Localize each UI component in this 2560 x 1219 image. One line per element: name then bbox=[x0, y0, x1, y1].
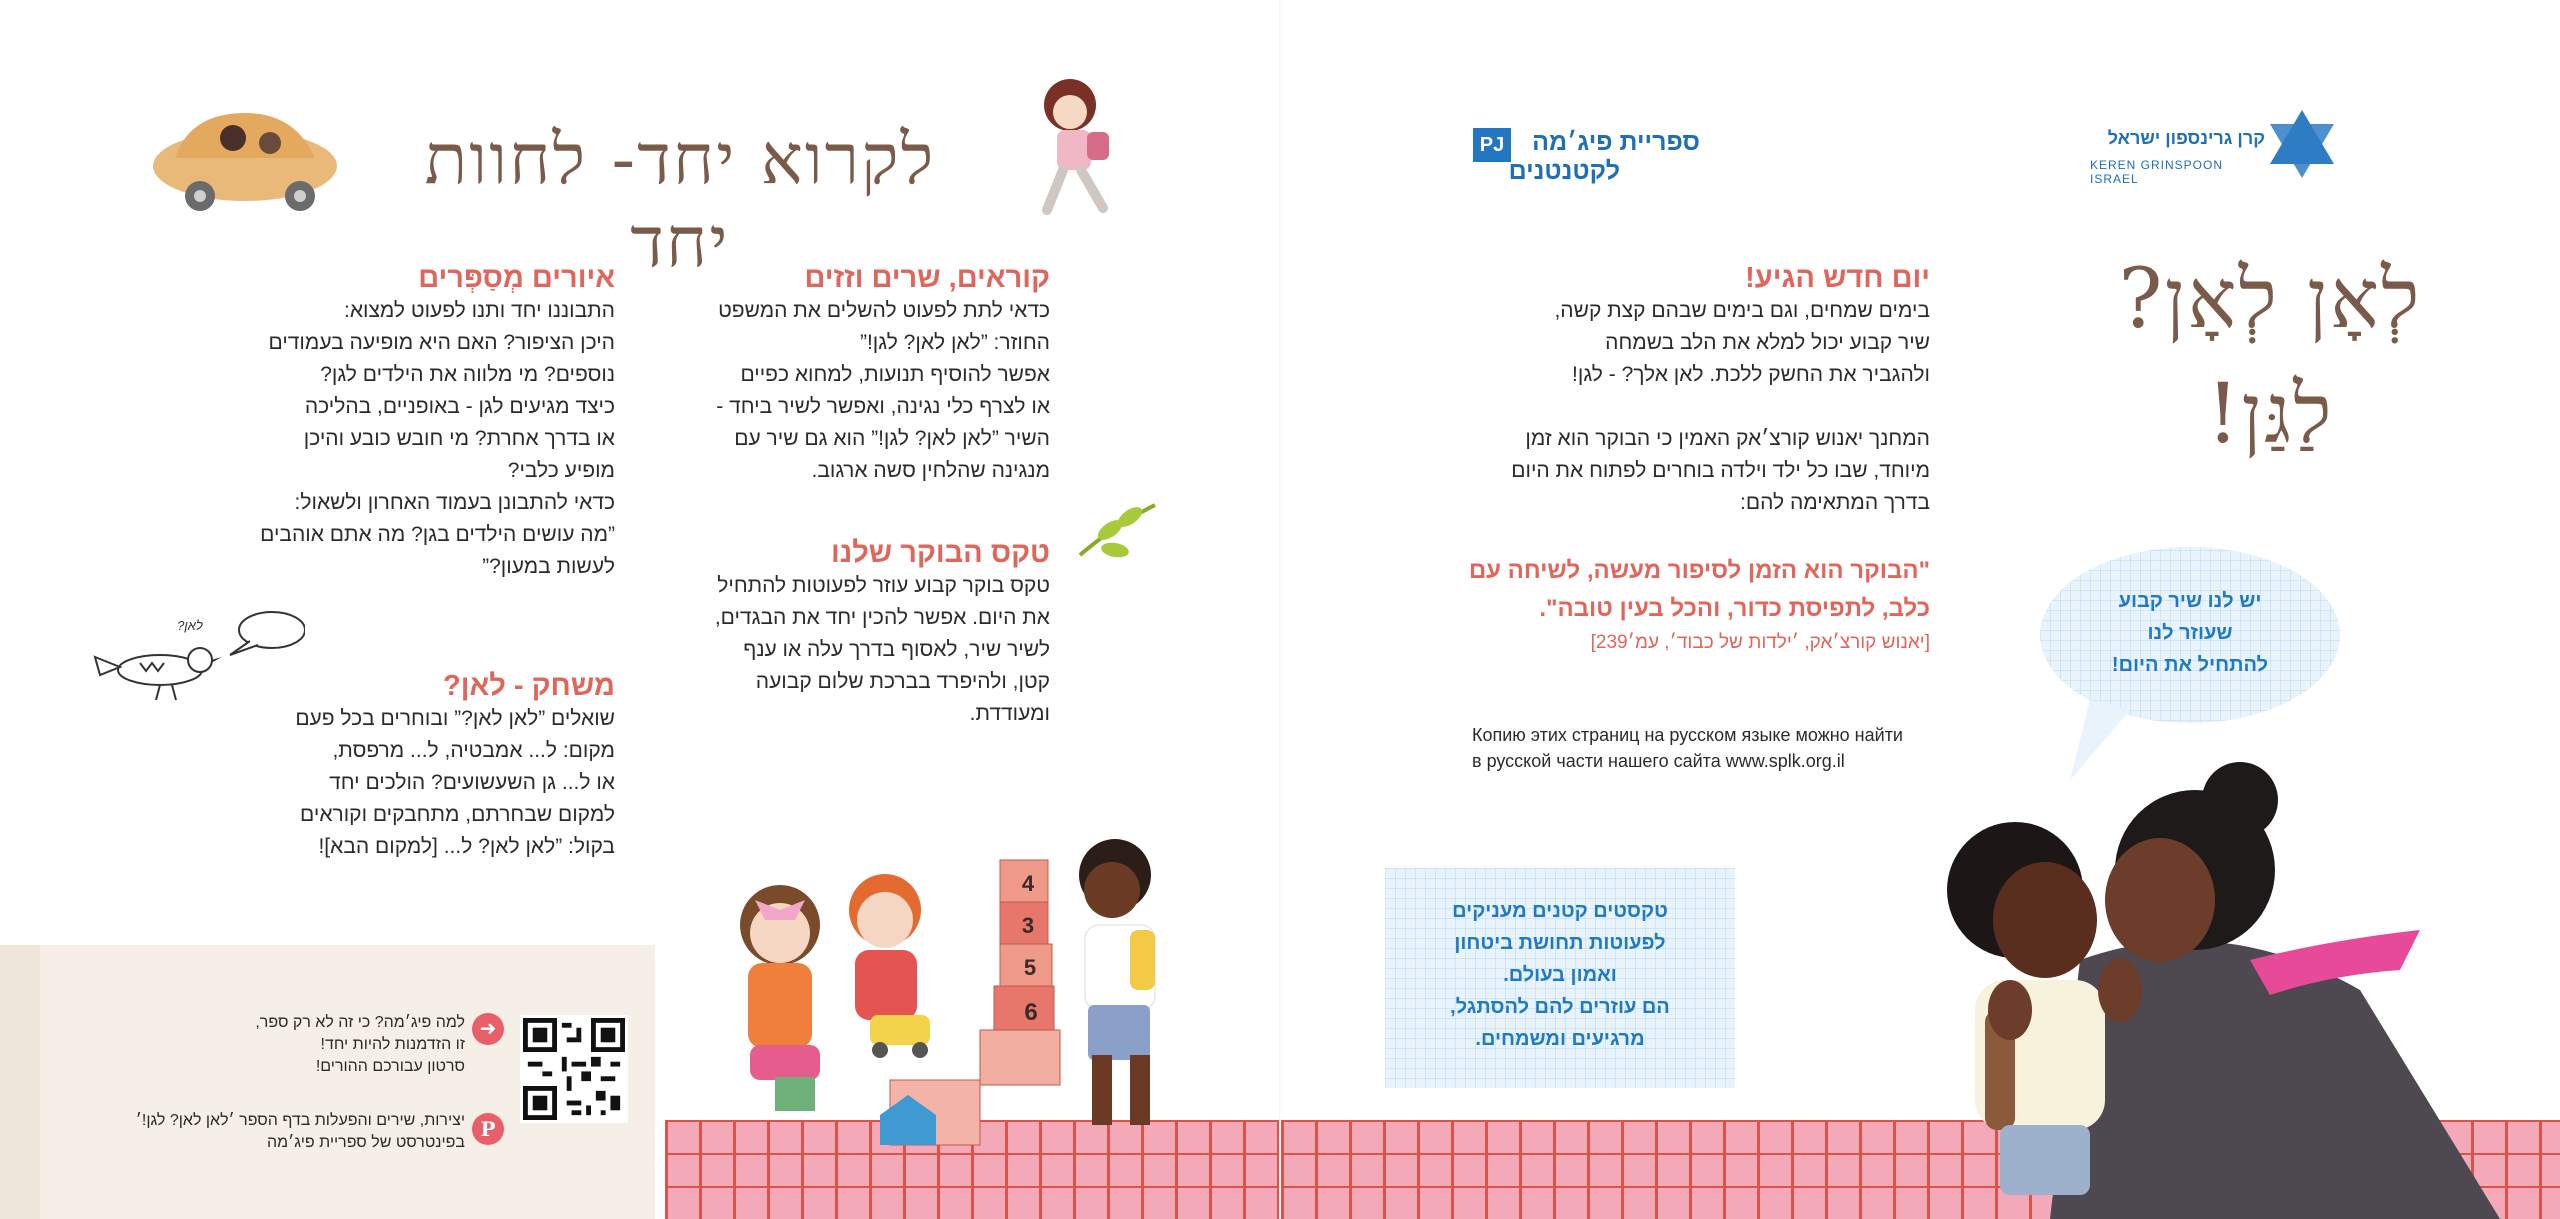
section-line: נוספים? מי מלווה את הילדים לגן? bbox=[320, 363, 615, 386]
car-illustration bbox=[145, 88, 345, 213]
note-line: טקסטים קטנים מעניקים bbox=[1452, 900, 1668, 922]
note-line: מרגיעים ומשמחים. bbox=[1475, 1028, 1645, 1050]
card-line: סרטון עבורכם ההורים! bbox=[315, 1058, 465, 1075]
page-fold bbox=[1279, 0, 1281, 1219]
bird-speech-text: לאן? bbox=[177, 618, 203, 633]
section-reading-singing bbox=[680, 262, 1050, 487]
block-number: 3 bbox=[1021, 913, 1035, 938]
russian-line: в русской части нашего сайта www.splk.org.il bbox=[1472, 751, 1845, 771]
quote-line: "הבוקר הוא הזמן לסיפור מעשה, לשיחה עם bbox=[1468, 557, 1930, 584]
leaf-icon bbox=[1070, 495, 1165, 565]
running-girl-illustration bbox=[1015, 70, 1140, 225]
section-line: ומעודדת. bbox=[969, 702, 1050, 725]
section-line: בקול: ”לאן לאן? ל... [למקום הבא]! bbox=[318, 835, 615, 858]
book-title-line1: לְאָן לְאָן? bbox=[2118, 252, 2422, 347]
note-line: הם עוזרים להם להסתגל, bbox=[1450, 996, 1670, 1018]
russian-line: Копию этих страниц на русском языке можно найти bbox=[1472, 725, 1903, 745]
section-line: כדאי לתת לפעוט להשלים את המשפט bbox=[718, 299, 1050, 322]
card-edge bbox=[0, 945, 40, 1219]
section-line: אפשר להוסיף תנועות, למחוא כפיים bbox=[740, 363, 1050, 386]
section-line: לשיר שיר, לאסוף בדרך עלה או ענף bbox=[743, 638, 1050, 661]
intro-line: בימים שמחים, וגם בימים שבהם קצת קשה, bbox=[1554, 299, 1930, 322]
card-line: יצירות, שירים והפעלות בדף הספר ׳לאן לאן? לגן!׳ bbox=[135, 1112, 465, 1129]
pj-logo-line2: לקטנטנים bbox=[1508, 157, 1620, 185]
card-line: זו הזדמנות להיות יחד! bbox=[320, 1036, 465, 1053]
bubble-line: שעוזר לנו bbox=[2147, 622, 2233, 644]
section-line: החוזר: ”לאן לאן? לגן!” bbox=[859, 331, 1050, 354]
card-line: למה פיג׳מה? כי זה לא רק ספר, bbox=[255, 1014, 465, 1031]
block-number: 5 bbox=[1023, 955, 1037, 980]
book-title-line2: לַגַּן! bbox=[2206, 367, 2334, 462]
section-line: או ל... גן השעשועים? הולכים יחד bbox=[329, 771, 615, 794]
keren-logo-hebrew: קרן גרינספון ישראל bbox=[2107, 128, 2265, 148]
pinterest-icon[interactable]: P bbox=[472, 1113, 504, 1145]
quote-citation: [יאנוש קורצ׳אק, ׳ילדות של כבוד׳, עמ׳239] bbox=[1590, 632, 1930, 653]
note-line: ואמון בעולם. bbox=[1503, 964, 1617, 986]
pj-logo-line1: ספריית פיג׳מה bbox=[1532, 128, 1700, 156]
section-line: ”מה עושים הילדים בגן? מה אתם אוהבים bbox=[260, 523, 615, 546]
section-line: לעשות במעון?” bbox=[482, 555, 615, 578]
star-of-david-icon bbox=[2268, 108, 2336, 180]
section-line: כיצד מגיעים לגן - באופניים, בהליכה bbox=[304, 395, 615, 418]
block-number: 4 bbox=[1021, 871, 1035, 896]
section-line: השיר ”לאן לאן? לגן!” הוא גם שיר עם bbox=[734, 427, 1050, 450]
card-line: בפינטרסט של ספריית פיג׳מה bbox=[267, 1134, 465, 1151]
block-number: 6 bbox=[1024, 999, 1038, 1026]
section-line: שואלים ”לאן לאן?” ובוחרים בכל פעם bbox=[295, 707, 615, 730]
section-heading: משחק - לאן? bbox=[443, 670, 615, 702]
section-line: מנגינה שהלחין סשה ארגוב. bbox=[811, 459, 1050, 482]
body-line: המחנך יאנוש קורצ׳אק האמין כי הבוקר הוא זמן bbox=[1525, 427, 1930, 450]
section-heading: יום חדש הגיע! bbox=[1745, 262, 1930, 294]
pj-logo-icon: PJ bbox=[1473, 128, 1511, 162]
bubble-top-text bbox=[2060, 585, 2320, 681]
section-heading: איורים מְסַפְּרים bbox=[418, 262, 615, 294]
intro-line: ולהגביר את החשק ללכת. לאן אלך? - לגן! bbox=[1572, 363, 1930, 386]
section-line: או לצרף כלי נגינה, ואפשר לשיר ביחד - bbox=[716, 395, 1050, 418]
bubble-line: להתחיל את היום! bbox=[2111, 654, 2269, 676]
section-line: היכן הציפור? האם היא מופיעה בעמודים bbox=[268, 331, 615, 354]
video-link-text[interactable] bbox=[60, 1012, 465, 1078]
section-morning-ritual bbox=[680, 537, 1050, 730]
section-heading: טקס הבוקר שלנו bbox=[830, 537, 1050, 569]
pinterest-link-text[interactable] bbox=[60, 1110, 465, 1154]
intro-line: שיר קבוע יכול למלא את הלב בשמחה bbox=[1605, 331, 1930, 354]
body-line: בדרך המתאימה להם: bbox=[1740, 491, 1930, 514]
section-line: את היום. אפשר להכין יחד את הבגדים, bbox=[714, 606, 1050, 629]
section-line: טקס בוקר קבוע עוזר לפעוטות להתחיל bbox=[717, 574, 1050, 597]
section-line: קטן, ולהיפרד בברכת שלום קבועה bbox=[755, 670, 1050, 693]
section-line: מקום: ל... אמבטיה, ל... מרפסת, bbox=[332, 739, 615, 762]
qr-code[interactable] bbox=[520, 1015, 628, 1123]
section-line: התבוננו יחד ותנו לפעוט למצוא: bbox=[343, 299, 615, 322]
kids-blocks-illustration bbox=[700, 815, 1220, 1170]
section-game-where bbox=[225, 670, 615, 863]
grid-note-text bbox=[1400, 895, 1720, 1055]
quote-line: כלב, לתפיסת כדור, והכל בעין טובה". bbox=[1539, 595, 1930, 622]
section-line: מופיע כלבי? bbox=[507, 459, 615, 482]
section-heading: קוראים, שרים וזזים bbox=[804, 262, 1050, 294]
keren-logo-english: KEREN GRINSPOON ISRAEL bbox=[2090, 158, 2224, 186]
mother-child-hug-illustration bbox=[1800, 760, 2560, 1219]
note-line: לפעוטות תחושת ביטחון bbox=[1454, 932, 1666, 954]
korczak-quote bbox=[1450, 552, 1930, 654]
left-page-title: לקרוא יחד- לחוות יחד bbox=[424, 118, 936, 283]
section-line: או בדרך אחרת? מי חובש כובע והיכן bbox=[303, 427, 615, 450]
bubble-line: יש לנו שיר קבוע bbox=[2118, 590, 2262, 612]
arrow-right-circle-icon[interactable]: ➜ bbox=[472, 1013, 504, 1045]
section-line: למקום שבחרתם, מתחבקים וקוראים bbox=[300, 803, 615, 826]
body-line: מיוחד, שבו כל ילד וילדה בוחרים לפתוח את היום bbox=[1511, 459, 1930, 482]
section-illustrations-tell bbox=[225, 262, 615, 583]
section-new-day bbox=[1470, 262, 1930, 519]
section-line: כדאי להתבונן בעמוד האחרון ולשאול: bbox=[294, 491, 615, 514]
